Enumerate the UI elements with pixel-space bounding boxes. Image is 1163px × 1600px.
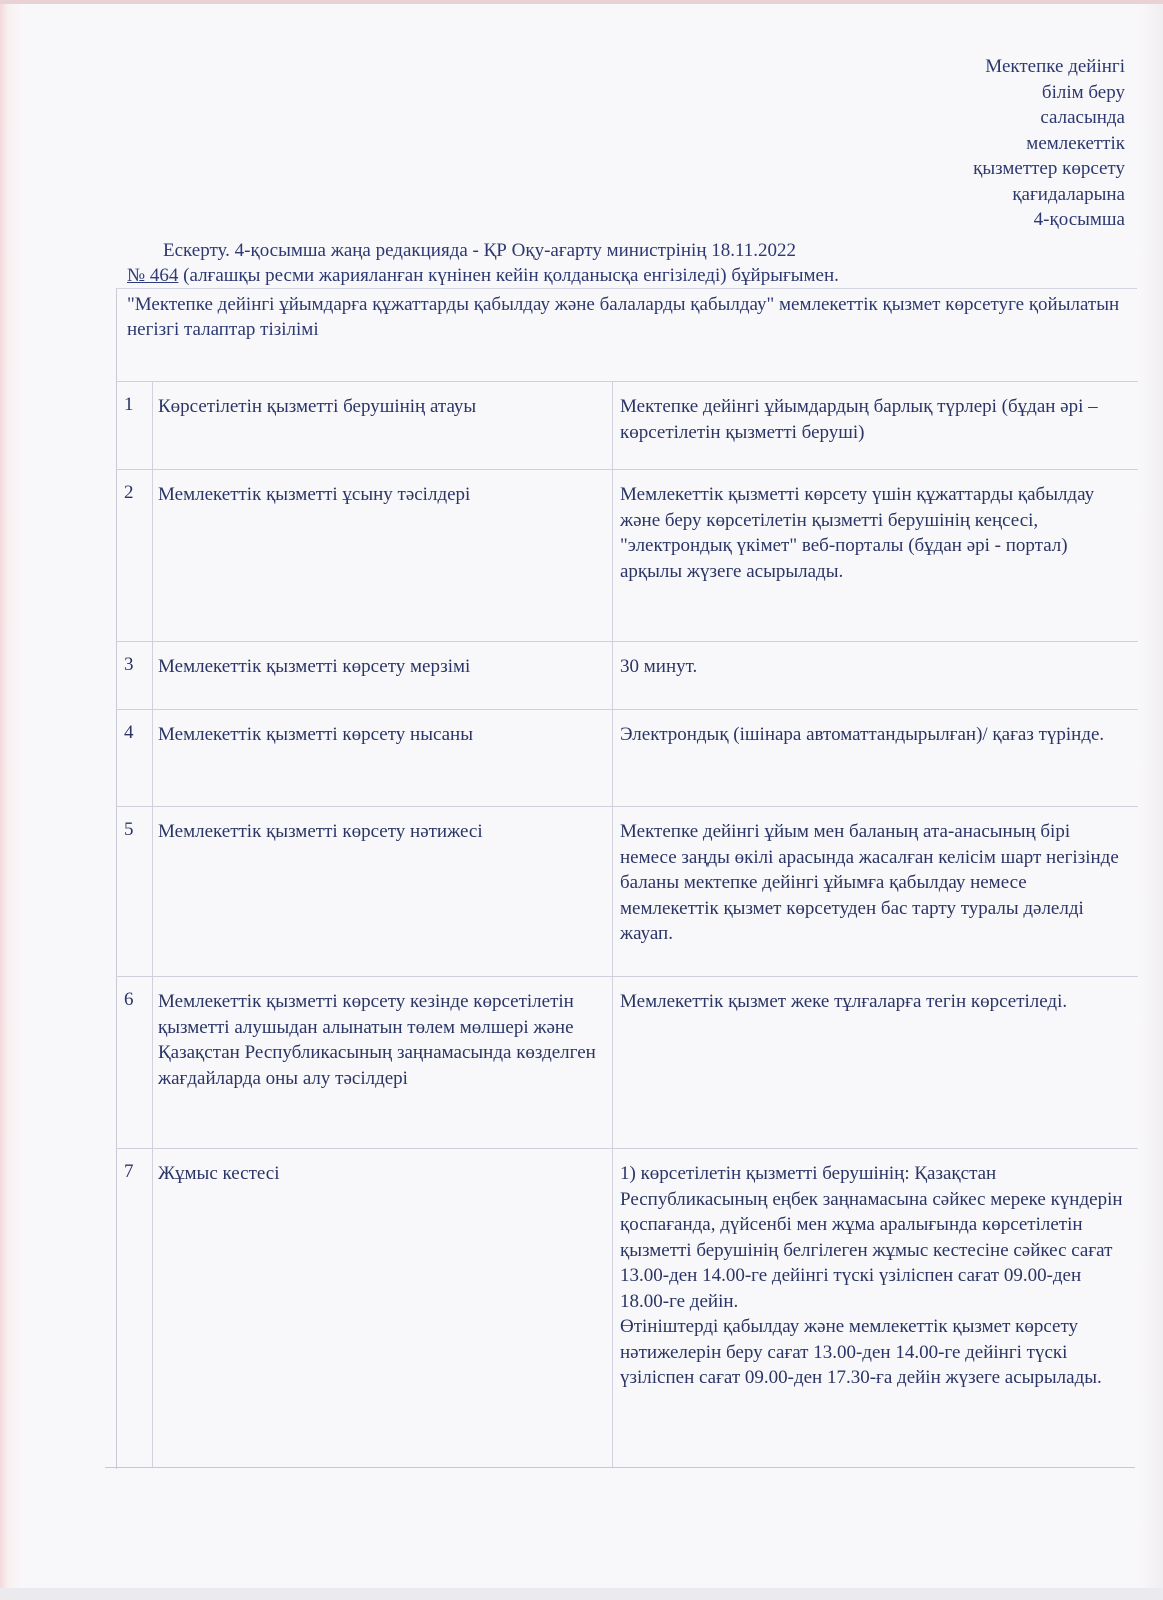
- page-top-edge: [0, 0, 1163, 4]
- header-line: саласында: [1040, 107, 1125, 128]
- row-number: 4: [124, 722, 134, 743]
- row-number: 2: [124, 482, 134, 503]
- header-line: мемлекеттік: [1026, 132, 1125, 154]
- row-label: Жұмыс кестесі: [158, 1163, 280, 1184]
- row-label-cell: [152, 470, 613, 642]
- row-value-cell: [612, 1149, 1132, 1468]
- row-value-cell: [612, 470, 1132, 642]
- row-label: Көрсетілетін қызметті берушінің атауы: [158, 396, 477, 417]
- table-row: [116, 806, 1138, 977]
- header-line: Мектепке дейінгі: [985, 56, 1125, 77]
- row-value-cell: [612, 807, 1132, 977]
- table-row: [116, 1148, 1138, 1468]
- order-link[interactable]: № 464: [127, 265, 179, 286]
- row-label-cell: [152, 642, 613, 710]
- row-label: Мемлекеттік қызметті көрсету мерзімі: [158, 656, 471, 677]
- row-value: 1) көрсетілетін қызметті берушінің: Қазақстан Республикасының еңбек заңнамасына сәйкес мереке күндерін қоспағанда, дүйсенбі мен жұма аралығында көрсетілетін қызметті берушінің белгілеген жұмыс кестесіне сәйкес сағат 13.00-ден 14.00-ге дейінгі түскі үзіліспен сағат 09.00-ден 18.00-ге дейін. Өтініштерді қабылдау және мемлекеттік қызмет көрсету нәтижелерін беру сағат 13.00-ден 14.00-ге дейінгі түскі үзіліспен сағат 09.00-ден 17.30-ға дейін жүзеге асырылады.: [620, 1163, 1123, 1388]
- table-row: [116, 381, 1138, 470]
- note-line-1: Ескерту. 4-қосымша жаңа редакцияда - ҚР Оқу-ағарту министрінің 18.11.2022: [163, 240, 797, 261]
- table-row: [116, 641, 1138, 710]
- header-line: білім беру: [1041, 81, 1125, 103]
- table-row: [116, 976, 1138, 1149]
- amendment-note: [127, 238, 1127, 288]
- note-line-2: [127, 263, 1127, 288]
- row-value: Мемлекеттік қызметті көрсету үшін құжаттарды қабылдау және беру көрсетілетін қызметті берушінің кеңсесі, "электрондық үкімет" веб-порталы (бұдан әрі - портал) арқылы жүзеге асырылады.: [620, 484, 1095, 582]
- row-number: 7: [124, 1161, 134, 1182]
- row-label-cell: [152, 977, 613, 1149]
- row-number: 1: [124, 394, 134, 415]
- row-label: Мемлекеттік қызметті көрсету нысаны: [158, 724, 473, 745]
- row-value: Мектепке дейінгі ұйым мен баланың ата-анасының бірі немесе заңды өкілі арасында жасалған келісім шарт негізінде баланы мектепке дейінгі ұйымға қабылдау немесе мемлекеттік қызмет көрсетуден бас тарту туралы дәлелді жауап.: [620, 821, 1119, 944]
- row-label-cell: [152, 710, 613, 807]
- row-number: 3: [124, 654, 134, 675]
- row-value-cell: [612, 642, 1132, 710]
- header-line: 4-қосымша: [1033, 209, 1125, 230]
- row-number: 5: [124, 819, 134, 840]
- table-bottom-border: [105, 1467, 1135, 1468]
- row-value-cell: [612, 382, 1132, 470]
- row-number: 6: [124, 989, 134, 1010]
- row-number-cell: [116, 807, 153, 977]
- row-label: Мемлекеттік қызметті көрсету кезінде көрсетілетін қызметті алушыдан алынатын төлем мөлшері және Қазақстан Республикасының заңнамасында көзделген жағдайларда оны алу тәсілдері: [158, 991, 596, 1089]
- row-label: Мемлекеттік қызметті ұсыну тәсілдері: [158, 484, 471, 505]
- appendix-header: [825, 54, 1125, 233]
- row-number-cell: [116, 710, 153, 807]
- row-label-cell: [152, 1149, 613, 1468]
- header-line: қағидаларына: [1012, 183, 1125, 205]
- table-title: "Мектепке дейінгі ұйымдарға құжаттарды қабылдау және балаларды қабылдау" мемлекеттік қызмет көрсетуге қойылатын негізгі талаптар тізілімі: [127, 294, 1120, 340]
- row-label-cell: [152, 807, 613, 977]
- row-value: Мектепке дейінгі ұйымдардың барлық түрлері (бұдан әрі – көрсетілетін қызметті беруші): [620, 396, 1098, 443]
- table-row: [116, 709, 1138, 807]
- row-label: Мемлекеттік қызметті көрсету нәтижесі: [158, 821, 483, 842]
- row-value: Мемлекеттік қызмет жеке тұлғаларға тегін көрсетіледі.: [620, 991, 1068, 1012]
- row-number-cell: [116, 642, 153, 710]
- row-number-cell: [116, 1149, 153, 1468]
- row-value: 30 минут.: [620, 656, 698, 677]
- row-value-cell: [612, 710, 1132, 807]
- header-line: қызметтер көрсету: [973, 158, 1125, 179]
- table-row: [116, 469, 1138, 642]
- row-value-cell: [612, 977, 1132, 1149]
- row-label-cell: [152, 382, 613, 470]
- row-number-cell: [116, 382, 153, 470]
- row-value: Электрондық (ішінара автоматтандырылған)/ қағаз түрінде.: [620, 724, 1105, 745]
- note-line-2-text: (алғашқы ресми жарияланған күнінен кейін қолданысқа енгізіледі) бұйрығымен.: [178, 265, 839, 286]
- page-bottom-edge: [0, 1588, 1163, 1600]
- row-number-cell: [116, 977, 153, 1149]
- row-number-cell: [116, 470, 153, 642]
